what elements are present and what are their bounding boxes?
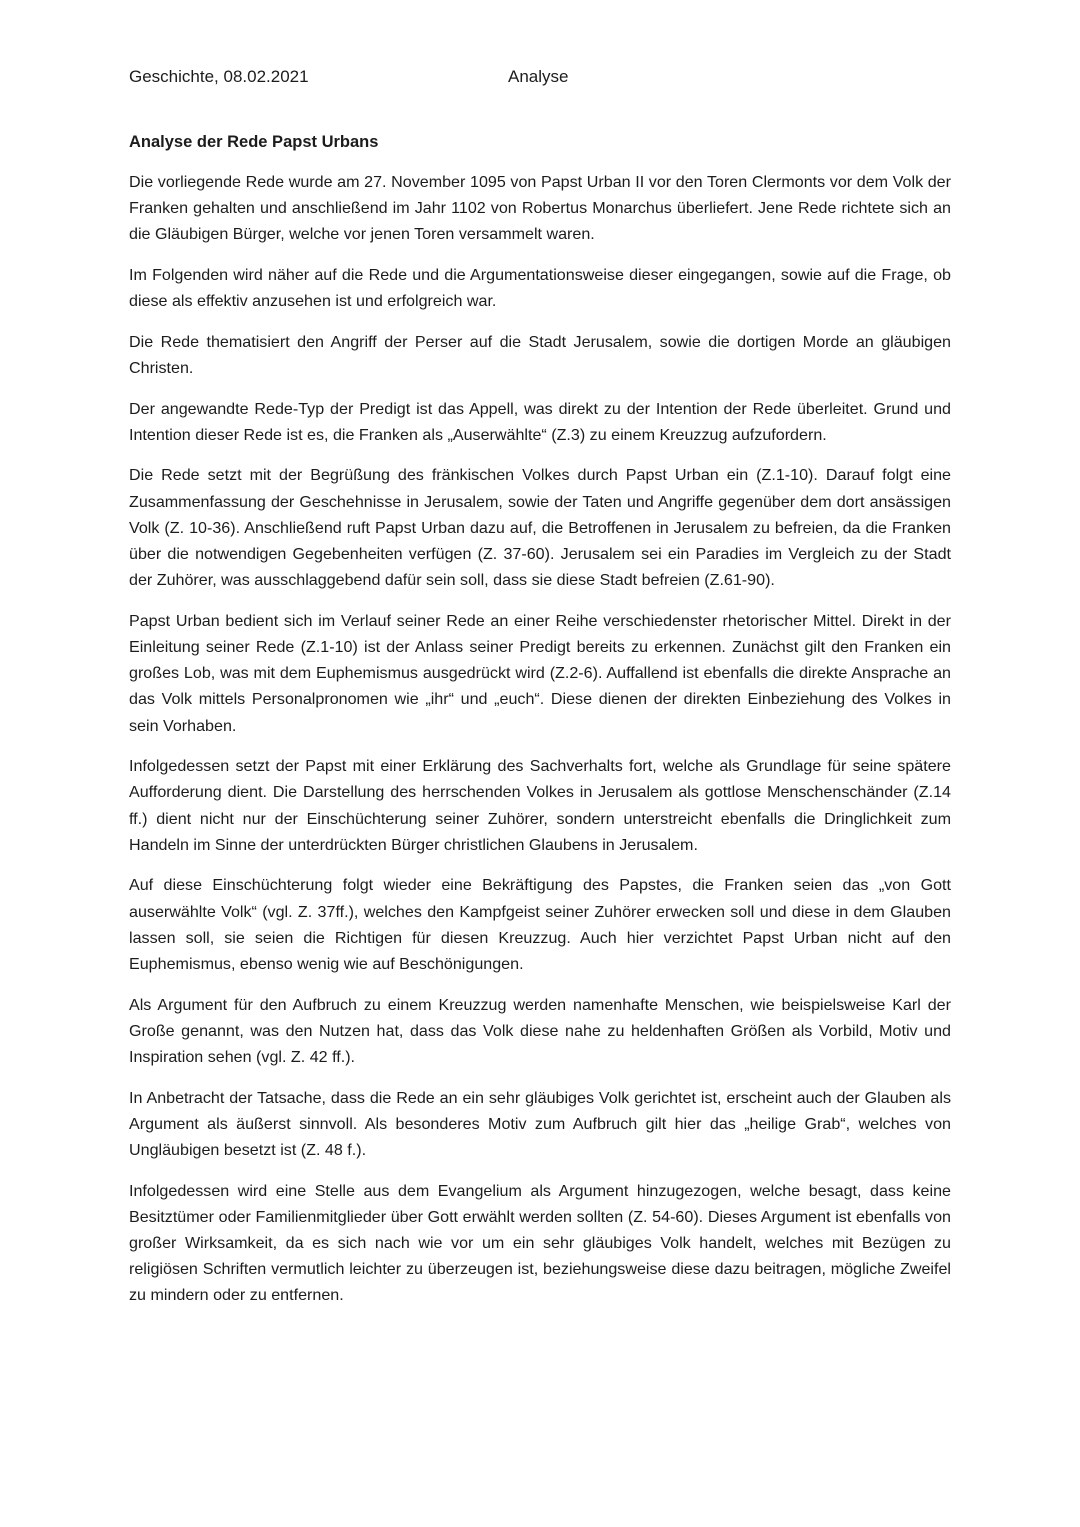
header-subject-date: Geschichte, 08.02.2021 [129,67,309,86]
paragraph: Infolgedessen wird eine Stelle aus dem Evangelium als Argument hinzugezogen, welche besagt, dass keine Besitztümer oder Familienmitglieder über Gott erwählt werden sollten (Z. 54-60). Dieses Argument ist ebenfalls von großer Wirksamkeit, da es sich nach wie vor um ein sehr gläubiges Volk handelt, welches mit Bezügen zu religiösen Schriften vermutlich leichter zu überzeugen ist, beziehungsweise diese dazu beitragen, mögliche Zweifel zu mindern oder zu entfernen. [129,1181,951,1305]
paragraph: Papst Urban bedient sich im Verlauf seiner Rede an einer Reihe verschiedenster rhetorischer Mittel. Direkt in der Einleitung seiner Rede (Z.1-10) ist der Anlass seiner Predigt bereits zu erkennen. Zunächst gilt den Franken ein großes Lob, was mit dem Euphemismus ausgedrückt wird (Z.2-6). Auffallend ist ebenfalls die direkte Ansprache an das Volk mittels Personalpronomen wie „ihr“ und „euch“. Diese dienen der direkten Einbeziehung des Volkes in sein Vorhaben. [129,611,951,735]
paragraph: Die Rede thematisiert den Angriff der Perser auf die Stadt Jerusalem, sowie die dortigen Morde an gläubigen Christen. [129,332,951,377]
paragraph: Die Rede setzt mit der Begrüßung des fränkischen Volkes durch Papst Urban ein (Z.1-10). Darauf folgt eine Zusammenfassung der Geschehnisse in Jerusalem, sowie der Taten und Angriffe gegenüber dem dort ansässigen Volk (Z. 10-36). Anschließend ruft Papst Urban dazu auf, die Betroffenen in Jerusalem zu befreien, da die Franken über die notwendigen Gegebenheiten verfügen (Z. 37-60). Jerusalem sei ein Paradies im Vergleich zu der Stadt der Zuhörer, was ausschlaggebend dafür sein soll, dass sie diese Stadt befreien (Z.61-90). [129,466,951,590]
paragraph: Auf diese Einschüchterung folgt wieder eine Bekräftigung des Papstes, die Franken seien das „von Gott auserwählte Volk“ (vgl. Z. 37ff.), welches den Kampfgeist seiner Zuhörer erwecken soll und diese in dem Glauben lassen soll, sie seien die Richtigen für diesen Kreuzzug. Auch hier verzichtet Papst Urban nicht auf den Euphemismus, ebenso wenig wie auf Beschönigungen. [129,876,951,974]
paragraph: Im Folgenden wird näher auf die Rede und die Argumentationsweise dieser eingegangen, sowie auf die Frage, ob diese als effektiv anzusehen ist und erfolgreich war. [129,266,951,311]
paragraph: In Anbetracht der Tatsache, dass die Rede an ein sehr gläubiges Volk gerichtet ist, erscheint auch der Glauben als Argument als äußerst sinnvoll. Als besonderes Motiv zum Aufbruch gilt hier das „heilige Grab“, welches von Ungläubigen besetzt ist (Z. 48 f.). [129,1088,951,1160]
document-body [129,169,951,1323]
paragraph: Die vorliegende Rede wurde am 27. November 1095 von Papst Urban II vor den Toren Clermonts vor dem Volk der Franken gehalten und anschließend im Jahr 1102 von Robertus Monarchus überliefert. Jene Rede richtete sich an die Gläubigen Bürger, welche vor jenen Toren versammelt waren. [129,173,951,244]
document-title: Analyse der Rede Papst Urbans [129,133,379,151]
paragraph: Als Argument für den Aufbruch zu einem Kreuzzug werden namenhafte Menschen, wie beispielsweise Karl der Große genannt, was den Nutzen hat, dass das Volk diese nahe zu heldenhaften Größen als Vorbild, Motiv und Inspiration sehen (vgl. Z. 42 ff.). [129,995,951,1067]
page-header [129,64,951,90]
header-doc-type: Analyse [508,67,569,86]
paragraph: Der angewandte Rede-Typ der Predigt ist das Appell, was direkt zu der Intention der Rede überleitet. Grund und Intention dieser Rede ist es, die Franken als „Auserwählte“ (Z.3) zu einem Kreuzzug aufzufordern. [129,399,951,444]
paragraph: Infolgedessen setzt der Papst mit einer Erklärung des Sachverhalts fort, welche als Grundlage für seine spätere Aufforderung dient. Die Darstellung des herrschenden Volkes in Jerusalem als gottlose Menschenschänder (Z.14 ff.) dient nicht nur der Einschüchterung seiner Zuhörer, sondern unterstreicht ebenfalls die Dringlichkeit zum Handeln im Sinne der unterdrückten Bürger christlichen Glaubens in Jerusalem. [129,757,951,854]
